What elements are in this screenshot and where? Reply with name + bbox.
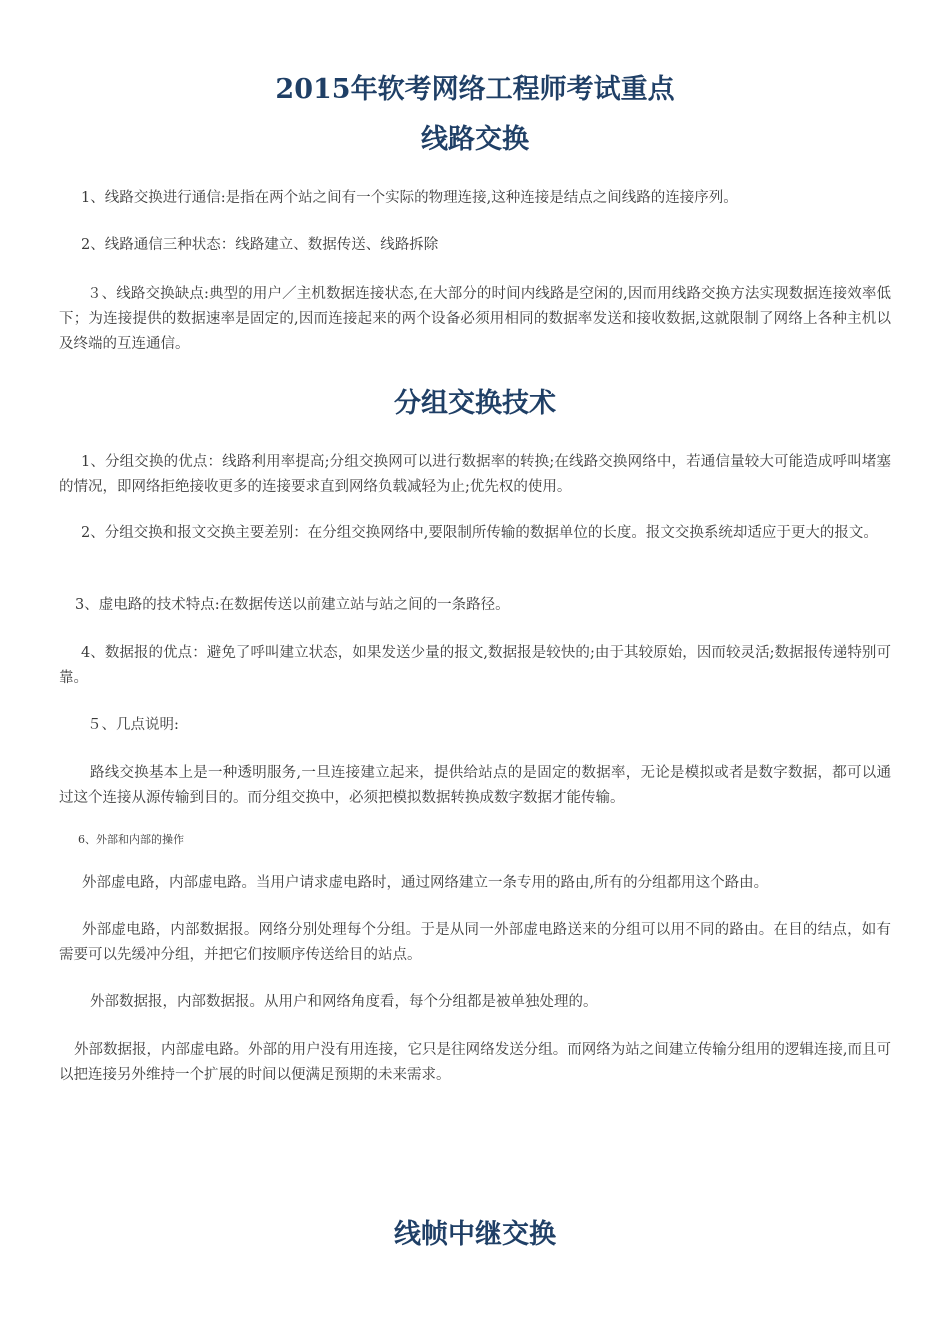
paragraph: ３、线路交换缺点:典型的用户／主机数据连接状态,在大部分的时间内线路是空闲的,因而用线路交换方法实现数据连接效率低下；为连接提供的数据速率是固定的,因而连接起来的两个设备必须用相同的数据率发送和接收数据,这就限制了网络上各种主机以及终端的互连通信。 bbox=[59, 286, 891, 352]
paragraph: 4、数据报的优点：避免了呼叫建立状态，如果发送少量的报文,数据报是较快的;由于其较原始，因而较灵活;数据报传递特别可靠。 bbox=[59, 645, 891, 686]
paragraph: 外部虚电路，内部虚电路。当用户请求虚电路时，通过网络建立一条专用的路由,所有的分组都用这个路由。 bbox=[82, 875, 769, 891]
paragraph: 2、分组交换和报文交换主要差别：在分组交换网络中,要限制所传输的数据单位的长度。报文交换系统却适应于更大的报文。 bbox=[81, 525, 878, 541]
paragraph: 路线交换基本上是一种透明服务,一旦连接建立起来，提供给站点的是固定的数据率，无论是模拟或者是数字数据，都可以通过这个连接从源传输到目的。而分组交换中，必须把模拟数据转换成数字数据才能传输。 bbox=[59, 765, 891, 806]
paragraph: 外部数据报，内部数据报。从用户和网络角度看，每个分组都是被单独处理的。 bbox=[90, 994, 598, 1010]
document-title: 2015年软考网络工程师考试重点 bbox=[275, 74, 675, 105]
paragraph: 1、线路交换进行通信:是指在两个站之间有一个实际的物理连接,这种连接是结点之间线路的连接序列。 bbox=[81, 190, 738, 206]
section-heading-packet-switching: 分组交换技术 bbox=[394, 388, 556, 419]
paragraph: 2、线路通信三种状态：线路建立、数据传送、线路拆除 bbox=[81, 237, 439, 253]
paragraph: 外部虚电路，内部数据报。网络分别处理每个分组。于是从同一外部虚电路送来的分组可以用不同的路由。在目的结点，如有需要可以先缓冲分组，并把它们按顺序传送给目的站点。 bbox=[59, 922, 891, 963]
paragraph: 外部数据报，内部虚电路。外部的用户没有用连接，它只是往网络发送分组。而网络为站之间建立传输分组用的逻辑连接,而且可以把连接另外维持一个扩展的时间以便满足预期的未来需求。 bbox=[59, 1042, 891, 1083]
paragraph: 1、分组交换的优点：线路利用率提高;分组交换网可以进行数据率的转换;在线路交换网络中，若通信量较大可能造成呼叫堵塞的情况，即网络拒绝接收更多的连接要求直到网络负载减轻为止;优先权的使用。 bbox=[59, 454, 891, 495]
paragraph-small: 6、外部和内部的操作 bbox=[78, 833, 184, 846]
section-heading-circuit-switching: 线路交换 bbox=[421, 124, 529, 155]
paragraph: 3、虚电路的技术特点:在数据传送以前建立站与站之间的一条路径。 bbox=[75, 597, 510, 613]
paragraph: ５、几点说明: bbox=[87, 717, 179, 733]
section-heading-frame-relay: 线帧中继交换 bbox=[394, 1219, 556, 1250]
